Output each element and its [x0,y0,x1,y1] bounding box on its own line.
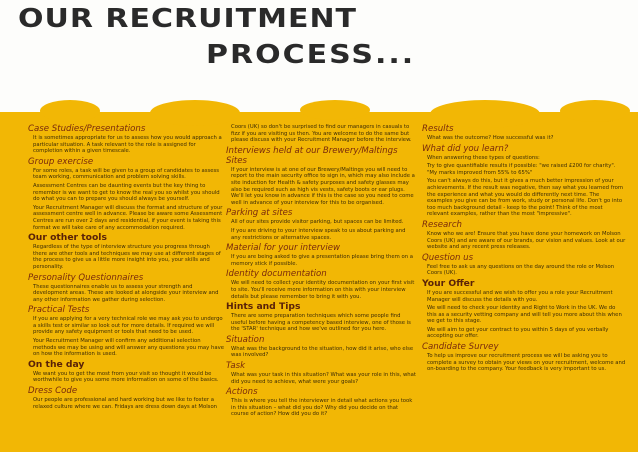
group-exercise-text: Your Recruitment Manager will discuss the format and structure of your assessment centre well in advance. Please be aware some Assessment Centres are run over 2 days and residential, if your event is taking this format we will take care of any accommodation required. [33,204,223,231]
case-studies-heading: Case Studies/Presentations [28,124,146,134]
results-text: What was the outcome? How successful was it? [427,135,554,141]
dress-code-heading: Dress Code [28,386,78,397]
paint-drip [560,100,630,122]
question-us-text: Feel free to ask us any questions on the day around the role or Molson Coors (UK). [427,263,615,277]
dress-code-continued-text: Coors (UK) so don't be surprised to find our managers in casuals to fizz if you are visiting us then. You are welcome to do the same but please discuss with your Recruitment Manager before the interview. [231,124,412,144]
learn-text: You can't always do this, but it gives a much better impression of your achievements. If the result was negative, then say what you learned from the experience and what you would do differently next time. The examples you give can be from work, study or personal life. Don't go into too much background detail - keep to the point! Think of the most relevant examples, rather than the most "impressive". [427,178,624,218]
practical-tests-text: If you are applying for a very technical role we may ask you to undergo a skills test or similar so look out for more details. If required we will provide any safety equipment or tools that need to be used. [33,316,223,336]
parking-heading: Parking at sites [226,208,293,219]
identity-text: We will need to collect your identity documentation on your first visit to site. You'll receive more information on this with your interview details but please remember to bring it with you. [231,280,415,300]
learn-heading: What did you learn? [422,143,509,154]
parking-text: If you are driving to your interview speak to us about parking and any restrictions or alternative spaces. [231,227,406,241]
your-offer-text: If you are successful and we wish to offer you a role your Recruitment Manager will discuss the details with you. [427,289,613,303]
hints-tips-text: There are some preparation techniques which some people find useful before having a competency based interview, one of those is the 'STAR' technique and how we've outlined for you here. [231,313,411,333]
hints-tips-heading: Hints and Tips [226,301,301,313]
situation-text: What was the background to the situation, how did it arise, who else was involved? [231,345,414,359]
candidate-survey-heading: Candidate Survey [422,342,499,353]
interviews-heading: Interviews held at our Brewery/Maltings Sites [226,145,398,166]
task-heading: Task [226,361,246,372]
research-heading: Research [422,219,462,230]
group-exercise-heading: Group exercise [28,156,94,167]
learn-text: Try to give quantifiable results if possible: "we raised £200 for charity". "My marks improved from 55% to 65%" [427,163,616,176]
other-tools-text: Regardless of the type of interview structure you progress through there are other tools and techniques we may use at different stages of the process to give us a little more insight into you, your skills and personality. [33,244,221,270]
research-text: Know who we are! Ensure that you have done your homework on Molson Coors (UK) and are aware of our brands, our vision and values. Look at our website and any recent press releases. [427,230,626,251]
paint-drip [300,100,370,120]
page-title-line-2: PROCESS... [206,40,416,70]
situation-heading: Situation [226,334,265,345]
your-offer-text: We will aim to get your contract to you within 5 days of you verbally accepting our offer. [427,326,609,340]
interviews-text: If your interview is at one of our Brewery/Maltings you will need to report to the main security office to sign in, which may also include a site induction for Health & safety purposes and safety glasses may also be required such as high vis vests, safety boots or ear plugs. We'll let you know in advance if this is the case so you need to come well in advance of your interview for this to be organised. [231,166,415,206]
other-tools-heading: Our other tools [28,232,107,244]
dress-code-text: Our people are professional and hard working but we like to foster a relaxed culture where we can. Fridays are dress down days at Molson [33,397,218,410]
candidate-survey-text: To help us improve our recruitment process we will be asking you to complete a survey to obtain your views on your recruitment, welcome and on-boarding to the company. Your feedback is very important to us. [427,353,626,373]
your-offer-heading: Your Offer [422,277,475,289]
column-middle [226,124,416,420]
on-the-day-heading: On the day [28,358,85,370]
your-offer-text: We will need to check your identity and Right to Work in the UK. We do this as a security vetting company and will tell you more about this when we get to this stage. [427,305,622,325]
learn-text: When answering these types of questions: [427,154,540,161]
paint-drip [150,100,240,126]
results-heading: Results [422,124,454,134]
question-us-heading: Question us [422,252,474,263]
identity-heading: Identity documentation [226,269,327,280]
actions-text: This is where you tell the interviewer in detail what actions you took in this situation – what did you do? Why did you decide on that course of action? How did you do it? [231,398,413,418]
page-title-line-1: OUR RECRUITMENT [18,4,358,34]
practical-tests-text: Your Recruitment Manager will confirm any additional selection methods we may be using and will answer any questions you may have on how the information is used. [33,338,224,358]
paint-drip [40,100,100,122]
group-exercise-text: Assessment Centres can be daunting events but the key thing to remember is we want to get to know the real you so whilst you should do what you can to prepare you should always be yourself. [33,182,220,203]
case-studies-text: It is sometimes appropriate for us to assess how you would approach a particular situation. A task relevant to the role is assigned for completion within a given timescale. [33,135,222,155]
material-heading: Material for your interview [226,243,341,254]
parking-text: All of our sites provide visitor parking, but spaces can be limited. [231,219,404,226]
practical-tests-heading: Practical Tests [28,305,90,316]
on-the-day-text: We want you to get the most from your visit so thought it would be worthwhile to give you some more information on some of the basics. [33,370,219,384]
group-exercise-text: For some roles, a task will be given to a group of candidates to assess team working, communication and problem solving skills. [33,167,220,181]
actions-heading: Actions [226,387,258,398]
personality-heading: Personality Questionnaires [28,272,144,283]
column-right [422,124,626,375]
column-left [28,124,224,412]
task-text: What was your task in this situation? What was your role in this, what did you need to achieve, what were your goals? [231,372,416,385]
material-text: If you are being asked to give a presentation please bring them on a memory stick if possible. [231,254,414,267]
personality-text: These questionnaires enable us to assess your strength and development areas. These are looked at alongside your interview and any other information we gather during selection. [33,283,219,303]
